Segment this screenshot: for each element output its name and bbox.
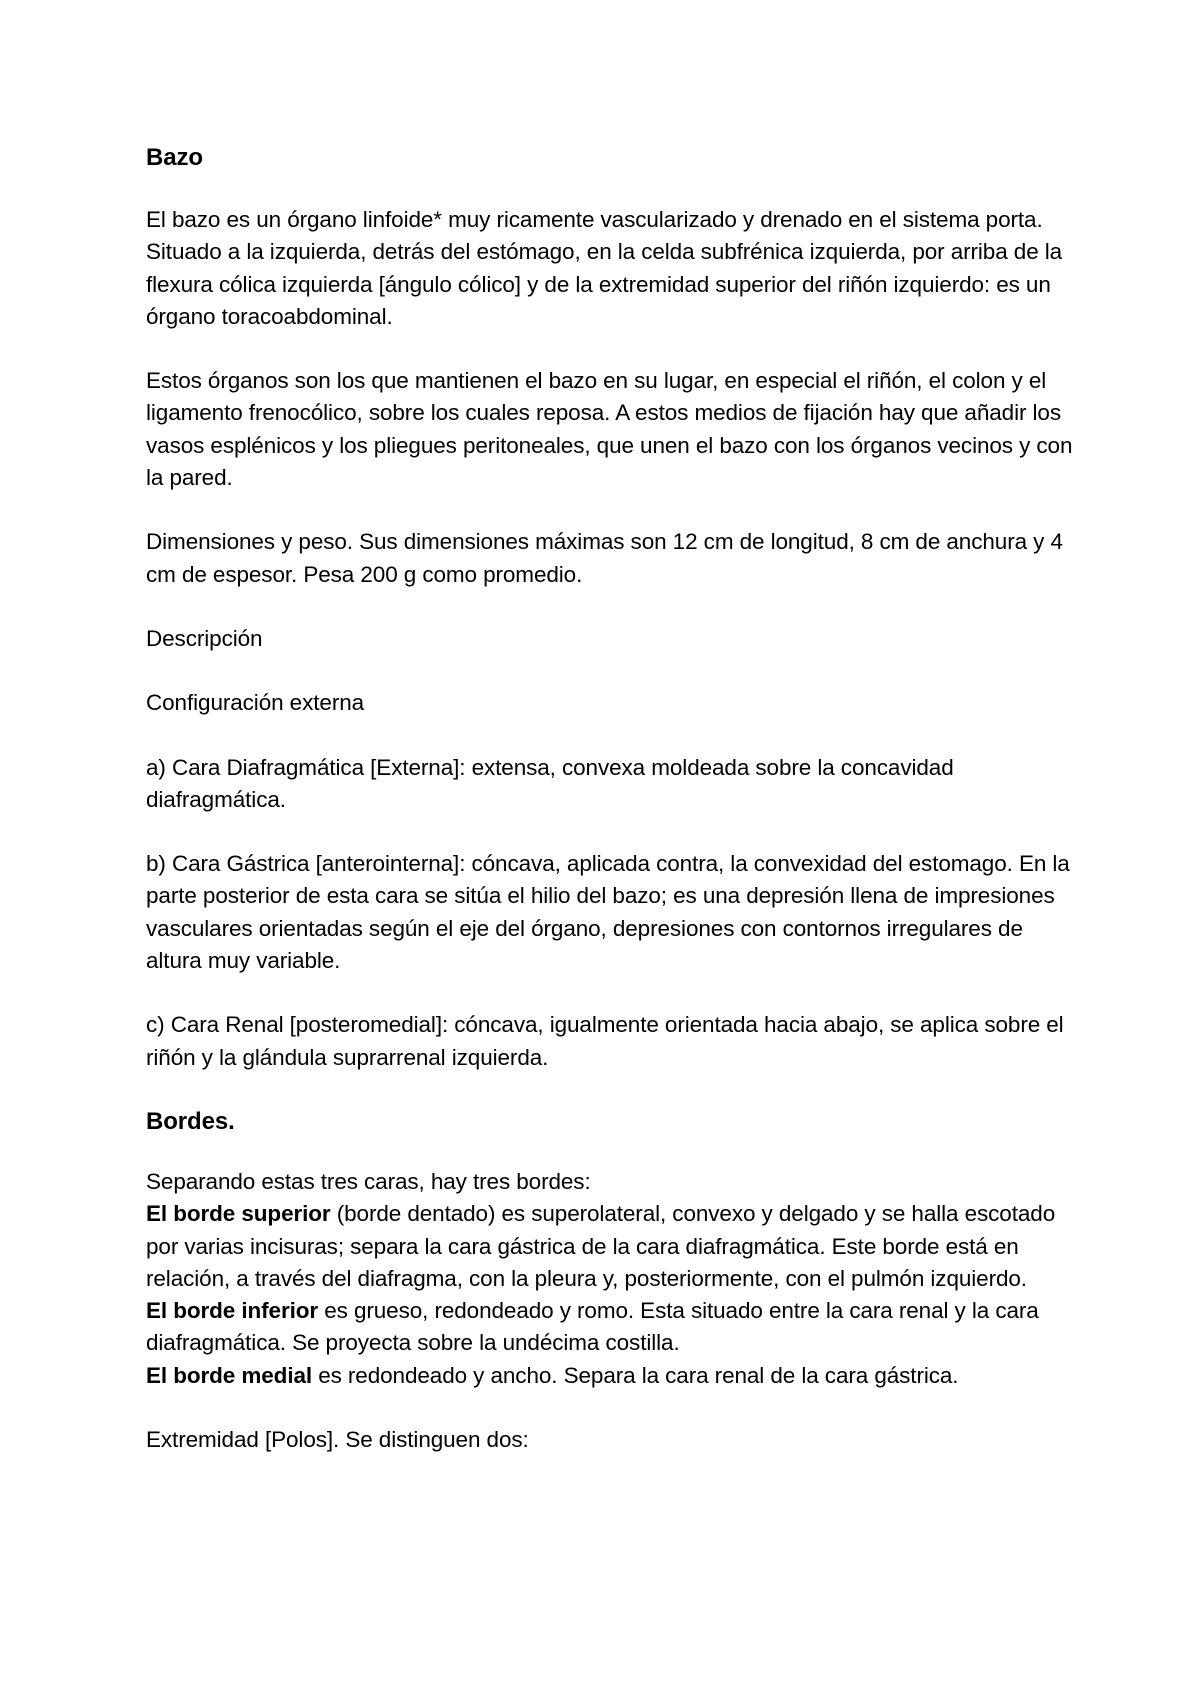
document-page xyxy=(146,142,1076,1488)
paragraph-external-config: Configuración externa xyxy=(146,690,365,716)
paragraph-face-diaphragmatic: a) Cara Diafragmática [Externa]: extensa, convexa moldeada sobre la concavidad diafragmática. xyxy=(146,754,954,812)
paragraph-face-renal: c) Cara Renal [posteromedial]: cóncava, igualmente orientada hacia abajo, se aplica sobre el riñón y la glándula suprarrenal izquierda. xyxy=(146,1012,1064,1070)
bordes-intro: Separando estas tres caras, hay tres bordes: xyxy=(146,1168,591,1194)
section-heading-bordes: Bordes. xyxy=(146,1107,235,1135)
border-superior-label: El borde superior xyxy=(146,1201,331,1227)
paragraph-intro: El bazo es un órgano linfoide* muy ricamente vascularizado y drenado en el sistema porta. Situado a la izquierda, detrás del estómago, en la celda subfrénica izquierda, por arriba de la flexura cólica izquierda [ángulo cólico] y de la extremidad superior del riñón izquierdo: es un órgano toracoabdominal. xyxy=(146,207,1063,329)
paragraph-fixation: Estos órganos son los que mantienen el bazo en su lugar, en especial el riñón, el colon y el ligamento frenocólico, sobre los cuales reposa. A estos medios de fijación hay que añadir los vasos esplénicos y los pliegues peritoneales, que unen el bazo con los órganos vecinos y con la pared. xyxy=(146,368,1073,491)
border-medial xyxy=(146,1360,1076,1392)
paragraph-dimensions: Dimensiones y peso. Sus dimensiones máximas son 12 cm de longitud, 8 cm de anchura y 4 cm de espesor. Pesa 200 g como promedio. xyxy=(146,529,1063,587)
border-medial-label: El borde medial xyxy=(146,1362,313,1388)
border-inferior-text: es grueso, redondeado y romo. Esta situado entre la cara renal y la cara diafragmática. Se proyecta sobre la undécima costilla. xyxy=(146,1298,1039,1356)
paragraph-extremities: Extremidad [Polos]. Se distinguen dos: xyxy=(146,1427,529,1453)
border-inferior-label: El borde inferior xyxy=(146,1298,319,1324)
border-superior xyxy=(146,1198,1076,1295)
border-medial-text: es redondeado y ancho. Separa la cara renal de la cara gástrica. xyxy=(312,1362,959,1388)
document-title: Bazo xyxy=(146,144,203,171)
paragraph-face-gastric: b) Cara Gástrica [anterointerna]: cóncava, aplicada contra, la convexidad del estomago. En la parte posterior de esta cara se sitúa el hilio del bazo; es una depresión llena de impresiones vasculares orientadas según el eje del órgano, depresiones con contornos irregulares de altura muy variable. xyxy=(146,851,1070,974)
border-inferior xyxy=(146,1295,1076,1360)
border-superior-text: (borde dentado) es superolateral, convexo y delgado y se halla escotado por varias incisuras; separa la cara gástrica de la cara diafragmática. Este borde está en relación, a través del diafragma, con la pleura y, posteriormente, con el pulmón izquierdo. xyxy=(146,1201,1056,1291)
paragraph-description: Descripción xyxy=(146,625,263,651)
